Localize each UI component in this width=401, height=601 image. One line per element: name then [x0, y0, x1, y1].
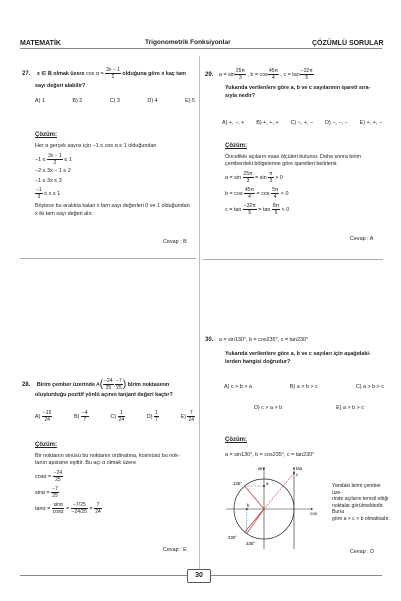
question-number: 30.	[205, 337, 214, 343]
q27-sol-line1: Her α gerçek sayısı için −1 ≤ cos α ≤ 1 olduğundan	[35, 143, 157, 149]
question-number: 27.	[22, 70, 31, 77]
q29-sol-a: a = sin $\frac{25\pi}{3}$ = sin $\frac{\pi}{3}$ > 0	[225, 171, 283, 184]
solution-label: Çözüm:	[35, 442, 57, 448]
option-c[interactable]: C) −, +, −	[290, 120, 314, 126]
q28-sol-line2: tanın apsisine eşittir. Bu açı α olmak üzere	[35, 460, 137, 466]
subject-title: MATEMATİK	[20, 40, 61, 47]
option-b[interactable]: B) +, +, +	[256, 120, 279, 126]
q30-options-row2	[254, 405, 364, 411]
label-tan: tan	[296, 466, 303, 471]
page-number: 30	[187, 569, 211, 583]
q30-sol-line1: a = sin130°, b = cos235°, c = tan230°	[225, 452, 315, 458]
question-29: 29. a = sin $\frac{25\pi}{3}$ , b = cos $\frac{45\pi}{4}$ , c = tan $\frac{-32\pi}{5}$	[205, 68, 313, 81]
option-a[interactable]: A) c > b > a	[224, 384, 252, 390]
column-divider	[199, 56, 200, 571]
ray-tan-extension	[264, 473, 294, 509]
unit-circle-diagram	[222, 463, 322, 553]
q27-sol-line2: −1 ≤ $\frac{3x - 1}{2}$ ≤ 1	[35, 153, 72, 166]
q29-options	[222, 120, 382, 126]
header-divider	[20, 48, 382, 49]
label-sin: sin	[258, 466, 264, 471]
q28-sin-line: sinα = $\frac{-7}{25}$	[35, 486, 58, 499]
topic-title: Trigonometrik Fonksiyonlar	[145, 39, 231, 46]
q29-sol-b: b = cos $\frac{45\pi}{4}$ = cos $\frac{5\pi}{4}$ < 0	[225, 187, 289, 200]
q30-text-line1: a = sin130°, b = cos235°, c = tan230°	[218, 337, 309, 343]
option-e[interactable]: E) +, +, −	[359, 120, 382, 126]
q28-point: A	[96, 381, 100, 388]
solution-label: Çözüm:	[225, 143, 247, 149]
question-30	[205, 337, 385, 344]
option-b[interactable]: B) $\frac{-4}{7}$	[74, 410, 88, 423]
solution-label: Çözüm:	[225, 437, 247, 443]
q27-answer: Cevap : B	[163, 239, 187, 245]
solution-label: Çözüm:	[35, 132, 57, 138]
q28-tan-line: tanα = $\frac{\sin\alpha}{\cos\alpha}$ = $\frac{-7/25}{-24/25}$ = $\frac{7}{24}$	[35, 502, 101, 515]
label-235: 235°	[246, 541, 255, 546]
q29-divider	[203, 259, 383, 260]
q27-sol-line6: Böylece bu aralıkta kalan x tam sayı değerleri 0 ve 1 olduğundan	[35, 203, 190, 209]
q28-options	[35, 410, 195, 423]
option-d[interactable]: D) 4	[147, 98, 158, 104]
q30-note: Yandaki birim çember üze- rinde açıların temsil ettiği noktalar görülmektedir. Buna göre a > c > b olmaktadır.	[332, 483, 390, 522]
option-d[interactable]: D) −, −, −	[325, 120, 348, 126]
q28-solution	[35, 453, 195, 515]
q27-sol-line3: −2 ≤ 3x − 1 ≤ 2	[35, 168, 71, 174]
question-number: 28.	[22, 381, 31, 388]
option-d[interactable]: D) $\frac{1}{7}$	[146, 410, 158, 423]
question-28: 28. Birim çember üzerinde A( $\frac{-24}{25}$ , $\frac{-7}{25}$ ) birim noktasının	[22, 378, 170, 391]
option-d[interactable]: D) c > a > b	[254, 405, 283, 411]
q27-text-line2: sayı değeri alabilir?	[35, 83, 86, 89]
ray-230	[245, 509, 264, 532]
label-point-c: c	[296, 472, 299, 477]
q27-options	[35, 98, 195, 104]
q27-sol-line7: x iki tam sayı değeri alır.	[35, 211, 93, 217]
q29-text-line2: Yukarıda verilenlere göre a, b ve c sayılarının işareti sıra-	[225, 85, 371, 91]
q27-sol-line5: $\frac{-1}{3}$ ≤ x ≤ 1	[36, 187, 61, 200]
label-point-b: b	[247, 503, 250, 508]
q27-cos: cos α =	[85, 70, 104, 77]
q27-text-c: olduğuna göre x kaç tam	[122, 70, 186, 77]
label-130: 130°	[233, 481, 242, 486]
label-cos: cos	[310, 511, 318, 516]
q29-sol-line1: Öncelikle açıların esas ölçüleri bulunur. Daha sonra birim	[225, 154, 362, 160]
option-e[interactable]: E) 5	[185, 98, 195, 104]
q28-answer: Cevap : E	[163, 547, 187, 553]
q27-divider	[20, 258, 196, 259]
option-c[interactable]: C) 3	[109, 98, 120, 104]
q30-options-row1	[224, 384, 384, 390]
q28-sol-line1: Bir noktanın sinüsü bu noktanın ordinatına, kosinüsü bu nok-	[35, 453, 180, 459]
q29-sol-line2: çemberdeki bölgelerine göre işaretleri belirlenir.	[225, 161, 338, 167]
q30-text-line2: Yukarıda verilenlere göre a, b ve c sayıları için aşağıdaki-	[225, 351, 371, 357]
option-a[interactable]: A) $\frac{-15}{24}$	[35, 410, 52, 423]
label-230: 230°	[228, 535, 237, 540]
q28-text-line2: oluşturduğu pozitif yönlü açının tanjant değeri kaçtır?	[35, 392, 173, 398]
q27-solution	[35, 143, 195, 218]
q30-text-line3: lerden hangisi doğrudur?	[225, 359, 291, 365]
option-a[interactable]: A) +, −, +	[222, 120, 245, 126]
q29-answer: Cevap : A	[350, 236, 374, 242]
q30-answer: Cevap : D	[350, 549, 374, 555]
q28-text-a: Birim çember üzerinde	[36, 381, 95, 388]
q27-fraction: $\frac{3x - 1}{2}$	[106, 67, 120, 80]
q29-solution	[225, 154, 385, 216]
question-27	[22, 67, 194, 80]
option-b[interactable]: B) a > b > c	[289, 384, 318, 390]
q29-sol-c: c = tan $\frac{-32\pi}{5}$ = tan $\frac{8\pi}{5}$ < 0	[225, 203, 290, 216]
label-point-a: a	[266, 481, 269, 486]
q28-cos-line: cosα = $\frac{-24}{25}$	[35, 470, 63, 483]
q28-text-b: birim noktasının	[127, 381, 170, 388]
point-a	[263, 485, 265, 487]
option-c[interactable]: C) a > b > c	[355, 384, 384, 390]
question-number: 29.	[205, 71, 214, 78]
point-c	[293, 472, 295, 474]
option-e[interactable]: E) $\frac{7}{24}$	[180, 410, 194, 423]
option-b[interactable]: B) 2	[72, 98, 83, 104]
ray-235	[247, 509, 264, 534]
q27-text-a: x ∈ ℝ olmak üzere	[36, 70, 85, 77]
option-c[interactable]: C) $\frac{1}{24}$	[110, 410, 125, 423]
option-e[interactable]: E) a > b > c	[336, 405, 364, 411]
section-title: ÇÖZÜMLÜ SORULAR	[312, 40, 384, 47]
point-b	[246, 508, 248, 510]
q27-sol-line4: −1 ≤ 3x ≤ 3	[35, 178, 62, 184]
option-a[interactable]: A) 1	[35, 98, 45, 104]
q29-text-line3: sıyla nedir?	[225, 93, 255, 99]
